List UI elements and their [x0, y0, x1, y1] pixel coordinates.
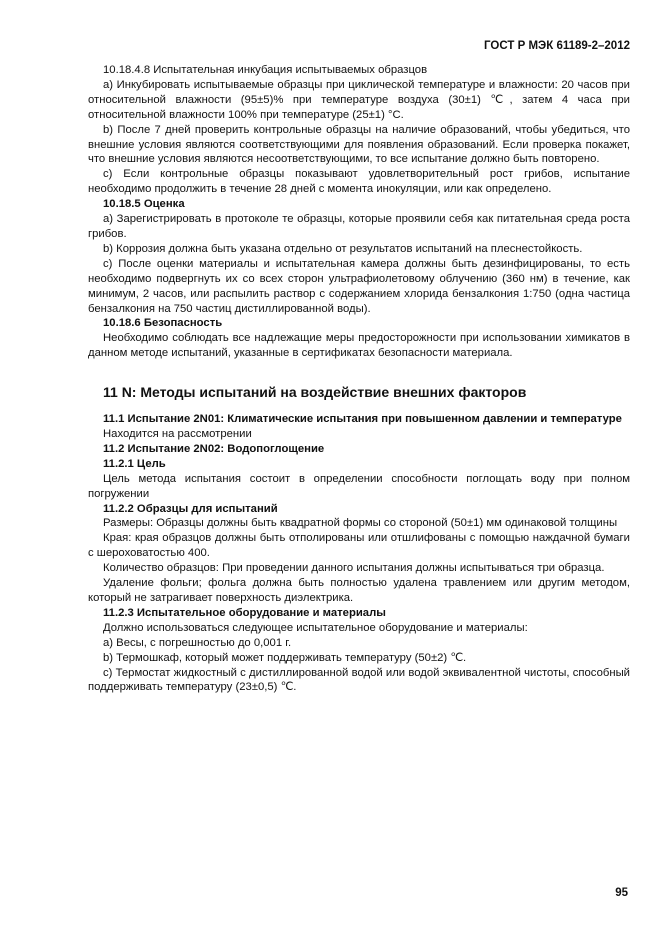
paragraph: Должно использоваться следующее испытательное оборудование и материалы:: [103, 621, 528, 634]
document-header: ГОСТ Р МЭК 61189-2–2012: [484, 40, 630, 52]
clause-11-2-heading: 11.2 Испытание 2N02: Водопоглощение: [103, 442, 325, 455]
paragraph: Края: края образцов должны быть отполированы или отшлифованы с помощью наждачной бумаги с шероховатостью 400.: [88, 532, 630, 560]
paragraph: а) Весы, с погрешностью до 0,001 г.: [103, 636, 292, 649]
paragraph: Размеры: Образцы должны быть квадратной формы со стороной (50±1) мм одинаковой толщины: [103, 517, 618, 530]
clause-11-1-heading: 11.1 Испытание 2N01: Климатические испытания при повышенном давлении и температуре: [103, 413, 622, 426]
page-number: 95: [615, 887, 628, 899]
paragraph: с) Термостат жидкостный с дистиллированной водой или водой эквивалентной чистоты, способный поддерживать температуру (23±0,5) ℃.: [88, 666, 630, 694]
paragraph: b) Термошкаф, который может поддерживать температуру (50±2) ℃.: [103, 651, 467, 664]
clause-10-18-5-heading: 10.18.5 Оценка: [103, 198, 185, 211]
paragraph: Находится на рассмотрении: [103, 428, 252, 441]
clause-11-2-3-heading: 11.2.3 Испытательное оборудование и материалы: [103, 606, 386, 619]
paragraph: а) Инкубировать испытываемые образцы при циклической температуре и влажности: 20 часов при относительной влажности (95±5)% при температуре воздуха (30±1) ℃, затем 4 часа при относительной влажности 100% при температуре (25±1) °С.: [88, 78, 630, 121]
paragraph: а) Зарегистрировать в протоколе те образцы, которые проявили себя как питательная среда роста грибов.: [88, 213, 630, 240]
paragraph: Удаление фольги; фольга должна быть полностью удалена травлением или другим методом, который не затрагивает поверхность диэлектрика.: [88, 577, 630, 604]
clause-11-2-1-heading: 11.2.1 Цель: [103, 457, 166, 470]
document-body: [88, 63, 630, 695]
paragraph: с) Если контрольные образцы показывают удовлетворительный рост грибов, испытание необходимо продолжить в течение 28 дней с момента инокуляции, или как определено.: [88, 168, 630, 196]
paragraph: Количество образцов: При проведении данного испытания должны испытываться три образца.: [103, 562, 605, 575]
paragraph: Цель метода испытания состоит в определении способности поглощать воду при полном погружении: [88, 472, 630, 500]
paragraph: b) После 7 дней проверить контрольные образцы на наличие образований, чтобы убедиться, что внешние условия являются соответствующими для появления образований. Если проверка покажет, что внешние условия являются несоответствующими, то все испытание должно быть повторено.: [88, 123, 630, 166]
paragraph: b) Коррозия должна быть указана отдельно от результатов испытаний на плеснестойкость.: [103, 242, 583, 255]
clause-10-18-6-heading: 10.18.6 Безопасность: [103, 317, 223, 330]
section-11-heading: 11 N: Методы испытаний на воздействие внешних факторов: [103, 384, 527, 401]
paragraph: Необходимо соблюдать все надлежащие меры предосторожности при использовании химикатов в данном методе испытаний, указанные в сертификатах безопасности материала.: [88, 332, 630, 360]
clause-10-18-4-8-heading: 10.18.4.8 Испытательная инкубация испытываемых образцов: [103, 64, 428, 76]
clause-11-2-2-heading: 11.2.2 Образцы для испытаний: [103, 502, 278, 515]
paragraph: с) После оценки материалы и испытательная камера должны быть дезинфицированы, то есть необходимо подвергнуть их со всех сторон ультрафиолетовому облучению (360 нм) в течение, как минимум, 2 часов, или распылить раствор с содержанием хлорида бензалкония 1:750 (одна частица бензалкония на 750 частиц дистиллированной воды).: [88, 257, 630, 315]
